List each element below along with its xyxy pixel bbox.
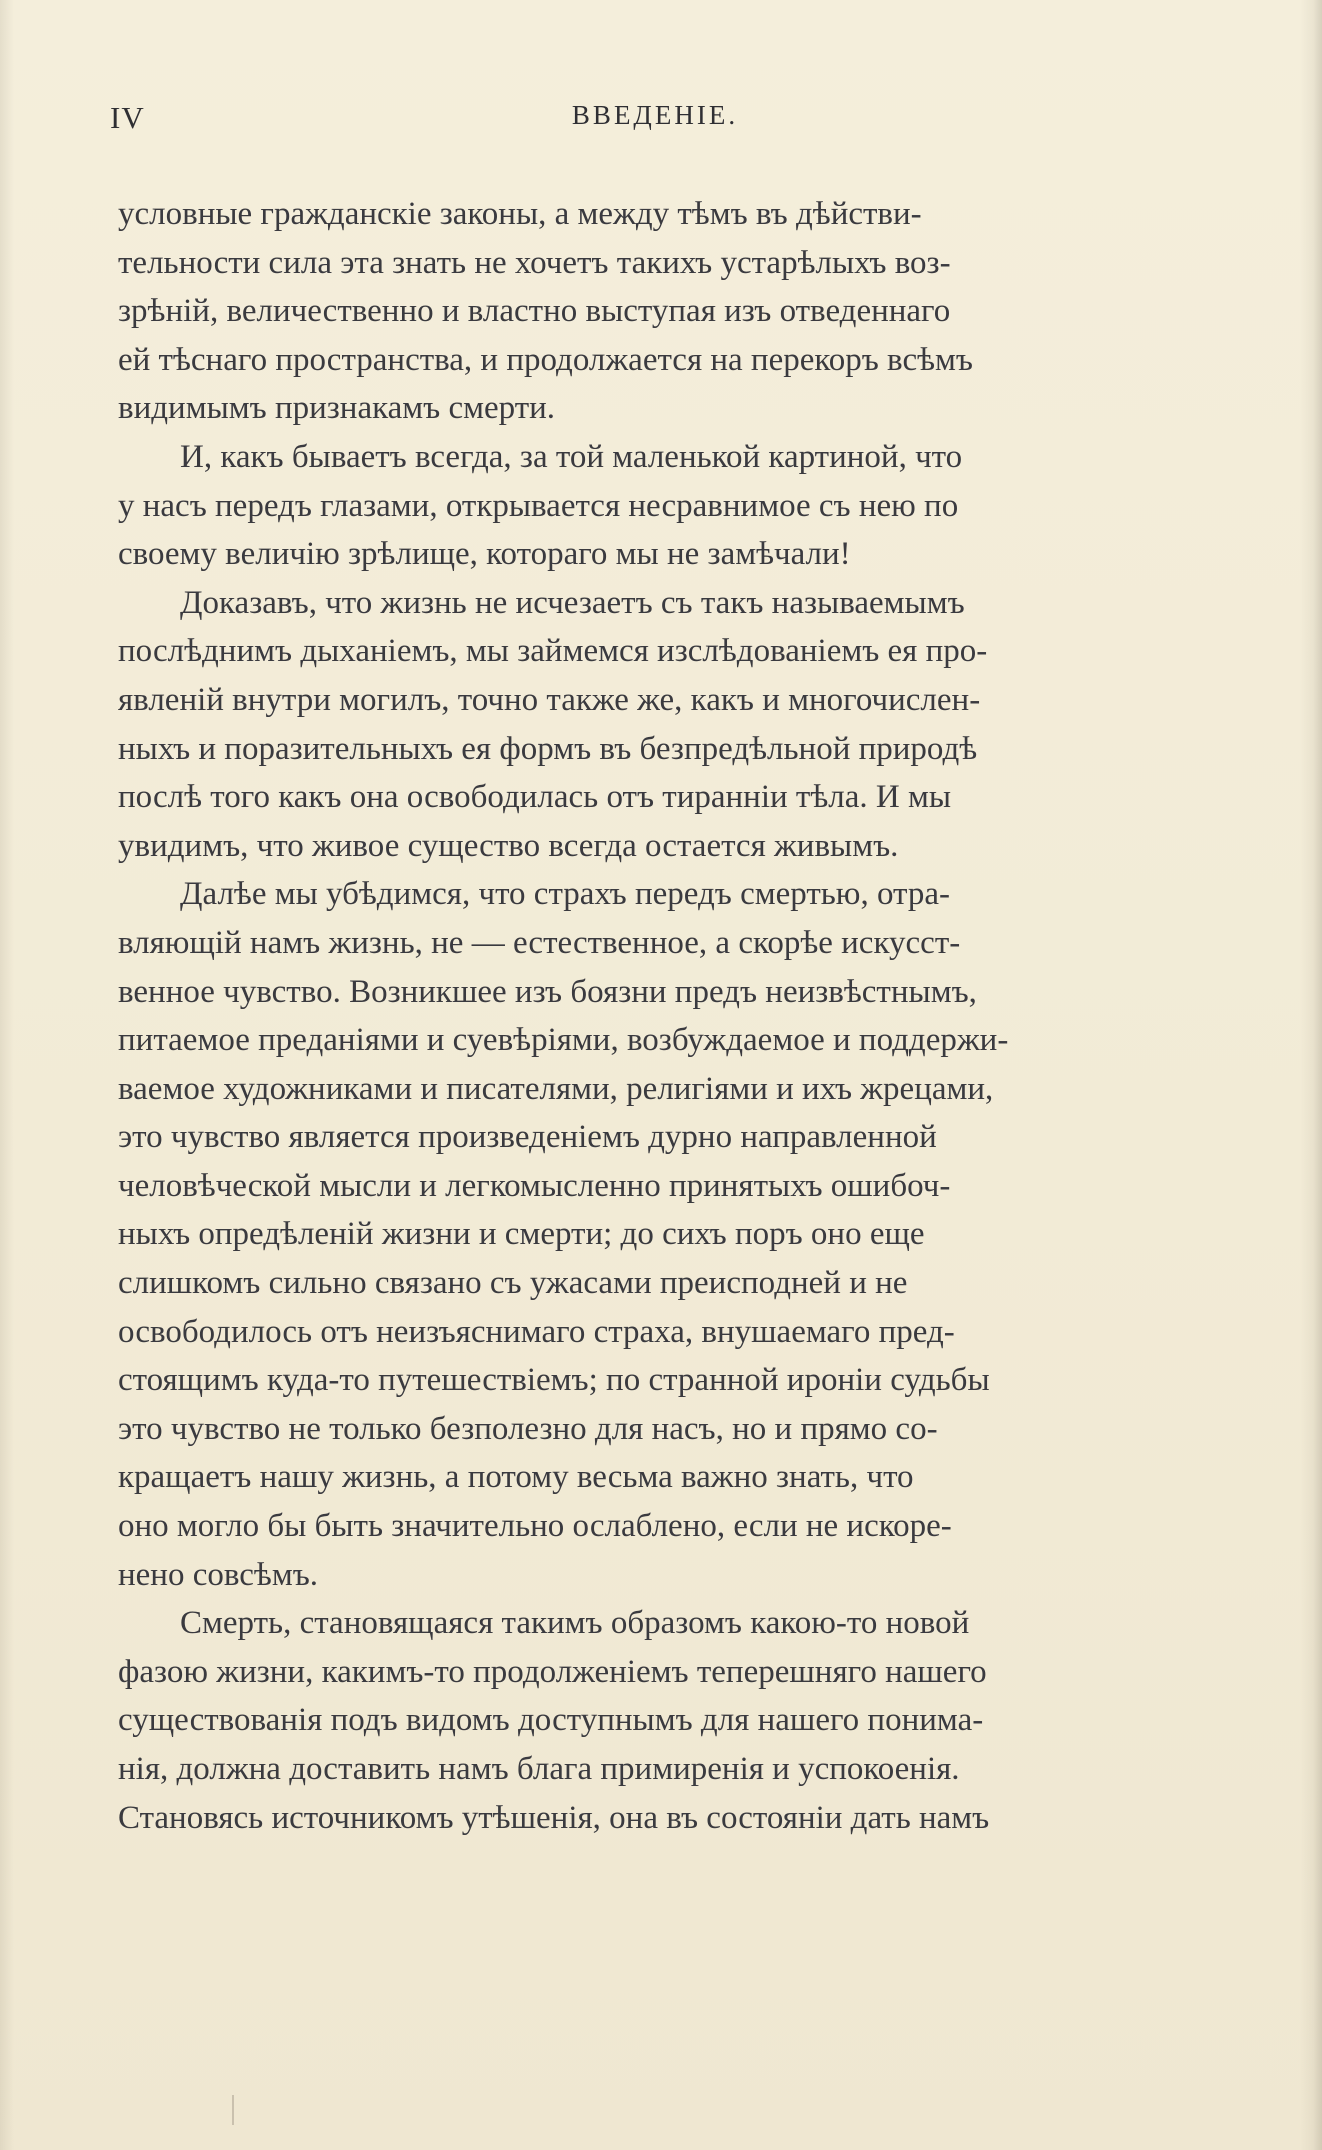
- text-line: послѣ того какъ она освободилась отъ тиранніи тѣла. И мы: [118, 779, 951, 816]
- text-line: существованія подъ видомъ доступнымъ для нашего понима-: [118, 1702, 984, 1739]
- paragraph-first-line: И, какъ бываетъ всегда, за той маленькой картиной, что: [180, 438, 963, 475]
- text-line: послѣднимъ дыханіемъ, мы займемся изслѣдованіемъ ея про-: [118, 633, 988, 670]
- text-line: освободилось отъ неизъяснимаго страха, внушаемаго пред-: [118, 1313, 955, 1350]
- text-line: нія, должна доставить намъ блага примиренія и успокоенія.: [118, 1751, 960, 1787]
- page-left-edge-shadow: [0, 0, 14, 2150]
- text-line: Становясь источникомъ утѣшенія, она въ состояніи дать намъ: [118, 1799, 990, 1836]
- text-line: человѣческой мысли и легкомысленно принятыхъ ошибоч-: [118, 1167, 951, 1204]
- page-header: [110, 100, 1200, 140]
- text-line: видимымъ признакамъ смерти.: [118, 390, 556, 427]
- text-line: слишкомъ сильно связано съ ужасами преисподней и не: [118, 1265, 908, 1302]
- text-line: ныхъ опредѣленій жизни и смерти; до сихъ поръ оно еще: [118, 1216, 925, 1253]
- text-line: у насъ передъ глазами, открывается несравнимое съ нею по: [118, 487, 959, 524]
- text-line: явленій внутри могилъ, точно также же, какъ и многочислен-: [118, 681, 981, 718]
- text-line: ей тѣснаго пространства, и продолжается на перекоръ всѣмъ: [118, 341, 973, 378]
- scan-artifact-mark: [232, 2095, 234, 2125]
- page-number: IV: [110, 100, 145, 135]
- text-line: оно могло бы быть значительно ослаблено, если не искоре-: [118, 1508, 952, 1545]
- text-line: увидимъ, что живое существо всегда остается живымъ.: [118, 827, 899, 864]
- text-line: венное чувство. Возникшее изъ боязни предъ неизвѣстнымъ,: [118, 973, 977, 1010]
- text-line: тельности сила эта знать не хочетъ такихъ устарѣлыхъ воз-: [118, 244, 951, 281]
- paragraph-first-line: Далѣе мы убѣдимся, что страхъ передъ смертью, отра-: [180, 876, 950, 913]
- body-text: [118, 190, 1318, 1842]
- text-line: условные гражданскіе законы, а между тѣмъ въ дѣйстви-: [118, 196, 922, 232]
- text-line: это чувство не только безполезно для насъ, но и прямо со-: [118, 1410, 938, 1447]
- text-line: это чувство является произведеніемъ дурно направленной: [118, 1119, 937, 1156]
- text-line: своему величію зрѣлище, котораго мы не замѣчали!: [118, 536, 851, 573]
- text-line: кращаетъ нашу жизнь, а потому весьма важно знать, что: [118, 1459, 914, 1496]
- text-line: зрѣній, величественно и властно выступая изъ отведеннаго: [118, 293, 951, 330]
- text-line: стоящимъ куда-то путешествіемъ; по странной ироніи судьбы: [118, 1362, 990, 1399]
- text-line: питаемое преданіями и суевѣріями, возбуждаемое и поддержи-: [118, 1022, 1009, 1059]
- text-line: вляющій намъ жизнь, не — естественное, а скорѣе искусст-: [118, 924, 961, 961]
- text-line: фазою жизни, какимъ-то продолженіемъ теперешняго нашего: [118, 1653, 987, 1690]
- running-title: ВВЕДЕНІЕ.: [571, 100, 739, 130]
- paragraph-first-line: Смерть, становящаяся такимъ образомъ какою-то новой: [180, 1605, 970, 1642]
- paragraph-first-line: Доказавъ, что жизнь не исчезаетъ съ такъ называемымъ: [180, 584, 965, 621]
- text-line: ваемое художниками и писателями, религіями и ихъ жрецами,: [118, 1070, 994, 1107]
- text-line: нено совсѣмъ.: [118, 1556, 319, 1593]
- text-line: ныхъ и поразительныхъ ея формъ въ безпредѣльной природѣ: [118, 730, 978, 767]
